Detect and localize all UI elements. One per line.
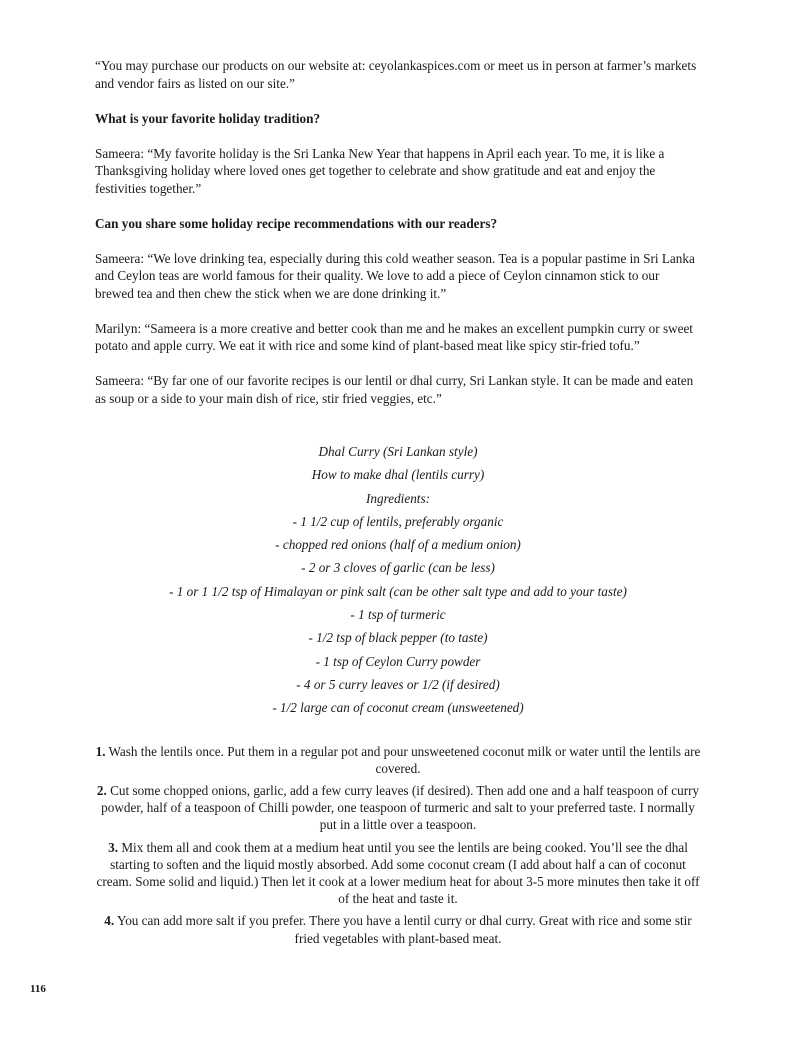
intro-paragraph: “You may purchase our products on our website at: ceyolankaspices.com or meet us in person at farmer’s markets and vendor fairs as listed on our site.” — [95, 58, 697, 91]
ingredient-item: - 1/2 large can of coconut cream (unsweetened) — [272, 700, 524, 716]
ingredient-item: - 1 tsp of Ceylon Curry powder — [315, 653, 481, 669]
step-text: Mix them all and cook them at a medium heat until you see the lentils are being cooked. You’ll see the dhal starting to soften and the liquid mostly absorbed. Add some coconut cream (I add about half a can of coconut cream. Some solid and liquid.) Then let it cook at a lower medium heat for about 3-5 more minutes then take it off of the heat and taste it. — [96, 839, 700, 907]
ingredients-heading: Ingredients: — [366, 490, 430, 506]
step-3 — [95, 839, 701, 908]
recipe-subtitle: How to make dhal (lentils curry) — [311, 467, 485, 483]
step-number: 4. — [104, 913, 115, 929]
ingredient-item: - 1 or 1 1/2 tsp of Himalayan or pink salt (can be other salt type and add to your taste) — [169, 583, 627, 599]
step-text: You can add more salt if you prefer. There you have a lentil curry or dhal curry. Great with rice and some stir fried vegetables with plant-based meat. — [114, 913, 692, 946]
answer-holiday-tradition: Sameera: “My favorite holiday is the Sri Lanka New Year that happens in April each year. To me, it is like a Thanksgiving holiday where loved ones get together to celebrate and show gratitude and eat and enjoy the festivities together.” — [95, 145, 665, 196]
ingredient-item: - 2 or 3 cloves of garlic (can be less) — [301, 560, 495, 576]
question-holiday-tradition: What is your favorite holiday tradition? — [95, 110, 321, 126]
answer-tea: Sameera: “We love drinking tea, especially during this cold weather season. Tea is a popular pastime in Sri Lanka and Ceylon teas are world famous for their quality. We love to add a piece of Ceylon cinnamon stick to our brewed tea and then chew the stick when we are done drinking it.” — [95, 250, 695, 301]
step-4 — [95, 912, 701, 946]
recipe-title: Dhal Curry (Sri Lankan style) — [318, 444, 478, 459]
step-text: Wash the lentils once. Put them in a regular pot and pour unsweetened coconut milk or water until the lentils are covered. — [105, 743, 701, 776]
step-number: 1. — [95, 743, 106, 759]
step-1 — [95, 743, 701, 777]
instructions — [95, 743, 701, 947]
ingredient-item: - 1 1/2 cup of lentils, preferably organic — [292, 513, 504, 529]
ingredient-item: - 4 or 5 curry leaves or 1/2 (if desired) — [296, 676, 500, 692]
step-number: 3. — [108, 839, 119, 855]
ingredient-item: - 1 tsp of turmeric — [350, 607, 446, 623]
step-2 — [95, 782, 701, 834]
answer-dhal: Sameera: “By far one of our favorite recipes is our lentil or dhal curry, Sri Lankan style. It can be made and eaten as soup or a side to your main dish of rice, stir fried veggies, etc.” — [95, 373, 694, 406]
article-body — [95, 57, 701, 952]
recipe-block — [95, 440, 701, 720]
ingredient-item: - 1/2 tsp of black pepper (to taste) — [308, 630, 488, 646]
step-text: Cut some chopped onions, garlic, add a few curry leaves (if desired). Then add one and a half teaspoon of curry powder, half of a teaspoon of Chilli powder, one teaspoon of turmeric and salt to your preferred taste. I normally put in a little over a teaspoon. — [101, 782, 700, 833]
question-recipes: Can you share some holiday recipe recommendations with our readers? — [95, 215, 498, 231]
page-number: 116 — [30, 983, 46, 995]
ingredient-item: - chopped red onions (half of a medium onion) — [275, 537, 521, 553]
answer-curry: Marilyn: “Sameera is a more creative and better cook than me and he makes an excellent pumpkin curry or sweet potato and apple curry. We eat it with rice and some kind of plant-based meat like spicy stir-fried tofu.” — [95, 320, 693, 353]
step-number: 2. — [96, 782, 107, 798]
